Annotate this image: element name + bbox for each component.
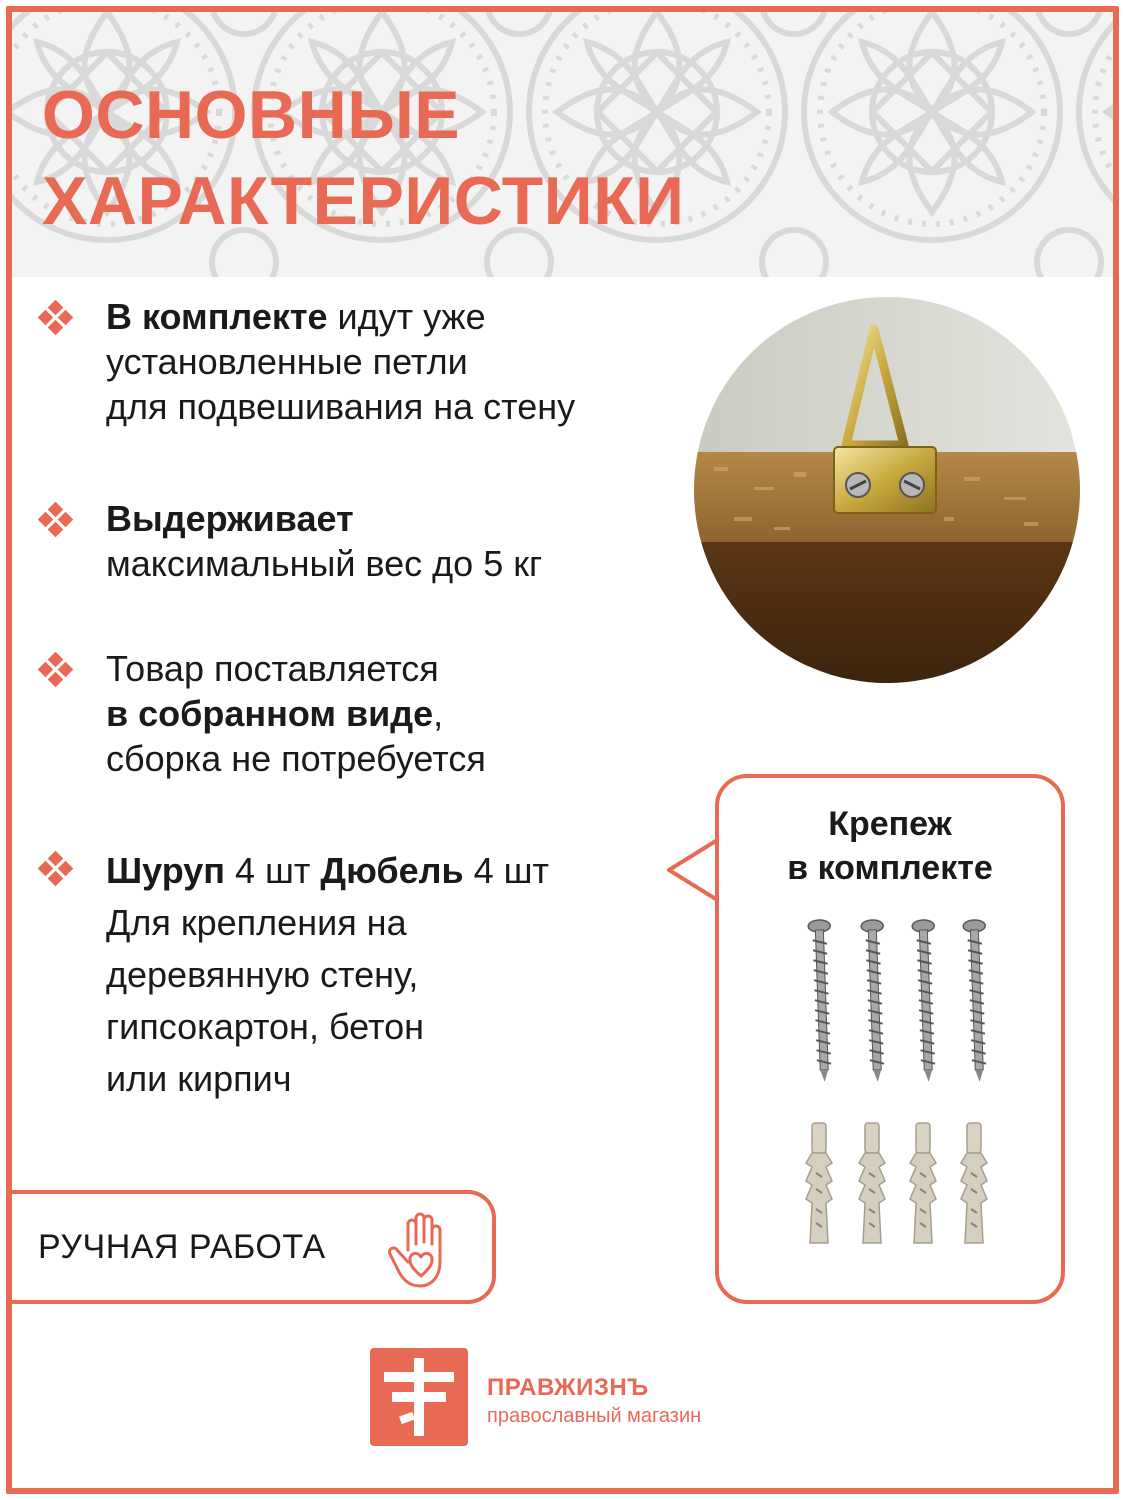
screw-icon — [912, 920, 940, 1083]
feature-text — [106, 845, 696, 1105]
fasteners-title-line: Крепеж — [828, 805, 952, 843]
title-line-2: ХАРАКТЕРИСТИКИ — [42, 163, 685, 239]
fastener-set — [799, 918, 999, 1258]
dowel-icon — [859, 1123, 885, 1243]
hanging-hook-photo — [694, 297, 1080, 683]
feature-line: деревянную стену, — [106, 954, 419, 995]
bubble-tail — [665, 835, 721, 905]
feature-line: Товар поставляется — [106, 648, 439, 689]
feature-text — [106, 496, 696, 586]
feature-bold: В комплекте — [106, 296, 328, 337]
diamond-bullet-icon — [38, 652, 74, 688]
feature-text — [106, 646, 696, 781]
feature-line: Для крепления на — [106, 902, 407, 943]
diamond-bullet-icon — [38, 300, 74, 336]
screw-icon — [861, 920, 889, 1083]
feature-rest: , — [433, 693, 444, 734]
diamond-bullet-icon — [38, 851, 74, 887]
store-name: ПРАВЖИЗНЪ — [487, 1374, 649, 1401]
feature-line: или кирпич — [106, 1058, 292, 1099]
handmade-label: РУЧНАЯ РАБОТА — [38, 1228, 326, 1266]
hand-heart-icon — [388, 1210, 460, 1290]
handmade-badge — [12, 1190, 496, 1304]
store-subtitle: православный магазин — [487, 1405, 702, 1427]
feature-line: установленные петли — [106, 341, 468, 382]
feature-line: максимальный вес до 5 кг — [106, 543, 543, 584]
feature-rest: идут уже — [327, 296, 486, 337]
fasteners-title — [719, 802, 1061, 890]
store-logo-icon — [370, 1348, 468, 1446]
feature-text — [106, 294, 696, 429]
dowel-icon — [961, 1123, 987, 1243]
page-title — [42, 72, 684, 244]
feature-line: сборка не потребуется — [106, 738, 486, 779]
feature-bold: Шуруп — [106, 850, 226, 891]
feature-bold: в собранном виде — [106, 693, 434, 734]
diamond-bullet-icon — [38, 502, 74, 538]
feature-line: гипсокартон, бетон — [106, 1006, 424, 1047]
dowel-icon — [910, 1123, 936, 1243]
screw-icon — [963, 920, 991, 1083]
fasteners-callout — [715, 774, 1065, 1304]
screw-icon — [808, 920, 836, 1083]
feature-bold: Выдерживает — [106, 498, 354, 539]
fasteners-title-line: в комплекте — [787, 849, 993, 887]
feature-rest: 4 шт — [463, 850, 550, 891]
title-line-1: ОСНОВНЫЕ — [42, 77, 461, 153]
feature-line: для подвешивания на стену — [106, 386, 576, 427]
dowel-icon — [806, 1123, 832, 1243]
feature-rest: 4 шт — [225, 850, 321, 891]
feature-bold: Дюбель — [320, 850, 464, 891]
